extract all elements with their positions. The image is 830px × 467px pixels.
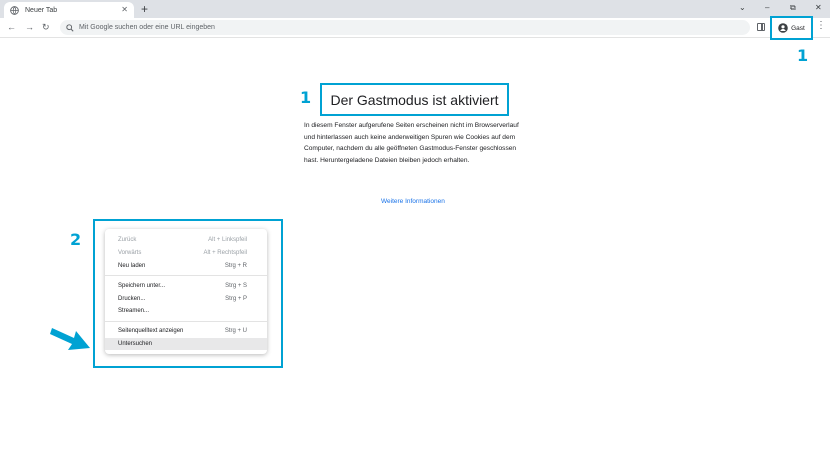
avatar-icon [778, 23, 788, 33]
toolbar [0, 18, 830, 38]
page-title: Der Gastmodus ist aktiviert [330, 91, 499, 108]
omnibox-placeholder: Mit Google suchen oder eine URL eingeben [79, 24, 215, 31]
menu-item-label: Drucken... [118, 295, 146, 302]
menu-item-shortcut: Alt + Linkspfeil [208, 237, 247, 244]
menu-item-label: Untersuchen [118, 340, 153, 347]
more-info-link[interactable]: Weitere Informationen [381, 198, 445, 205]
profile-button[interactable] [770, 16, 813, 40]
menu-item-inspect[interactable] [105, 338, 267, 351]
window-close-icon[interactable]: ✕ [815, 3, 822, 12]
reload-icon[interactable]: ↻ [42, 22, 50, 32]
side-panel-icon[interactable] [757, 23, 765, 31]
menu-item-label: Seitenquelltext anzeigen [118, 328, 184, 335]
restore-icon[interactable]: ⧉ [790, 3, 796, 12]
menu-item-label: Streamen... [118, 308, 150, 315]
menu-separator [105, 275, 267, 276]
guest-mode-description: In diesem Fenster aufgerufene Seiten erscheinen nicht im Browserverlauf und hinterlassen auch keine anderweitigen Spuren wie Cookies auf dem Computer, nachdem du alle geöffneten Gastmodus-Fenster geschlossen hast. Heruntergeladene Dateien bleiben jedoch erhalten. [304, 122, 519, 164]
forward-icon[interactable]: → [25, 22, 34, 32]
menu-item-print[interactable] [105, 292, 267, 305]
heading-callout-box [320, 83, 509, 116]
menu-item-cast[interactable] [105, 305, 267, 318]
profile-label: Gast [791, 24, 805, 32]
close-icon[interactable]: ✕ [121, 5, 128, 14]
menu-item-label: Speichern unter... [118, 282, 166, 289]
menu-item-shortcut: Strg + S [225, 282, 247, 289]
menu-separator [105, 321, 267, 322]
minimize-icon[interactable]: – [765, 3, 770, 12]
tab-strip [0, 0, 830, 18]
new-tab-button[interactable]: + [141, 2, 149, 16]
tab-title: Neuer Tab [25, 6, 58, 14]
context-menu [105, 229, 267, 354]
menu-item-label: Zurück [118, 237, 137, 244]
tab-search-icon[interactable]: ⌄ [739, 3, 746, 12]
menu-item-shortcut: Strg + U [224, 328, 247, 335]
tab-neuer-tab[interactable] [4, 2, 134, 18]
pointer-arrow-icon [50, 320, 94, 352]
callout-number-profile: 1 [797, 46, 809, 65]
more-menu-icon[interactable]: ⋮ [816, 20, 826, 31]
menu-item-label: Vorwärts [118, 250, 142, 257]
menu-item-reload[interactable] [105, 260, 267, 273]
search-icon [66, 24, 74, 32]
menu-item-view-source[interactable] [105, 325, 267, 338]
callout-number-heading: 1 [300, 88, 312, 107]
menu-item-forward[interactable] [105, 247, 267, 260]
menu-item-shortcut: Strg + P [225, 295, 247, 302]
callout-number-menu: 2 [70, 230, 82, 249]
globe-icon [10, 6, 19, 15]
menu-item-shortcut: Strg + R [224, 262, 247, 269]
menu-item-label: Neu laden [118, 262, 146, 269]
menu-item-save-as[interactable] [105, 279, 267, 292]
menu-item-shortcut: Alt + Rechtspfeil [203, 250, 247, 257]
menu-item-back[interactable] [105, 234, 267, 247]
back-icon[interactable]: ← [7, 22, 16, 32]
omnibox[interactable] [60, 20, 750, 35]
